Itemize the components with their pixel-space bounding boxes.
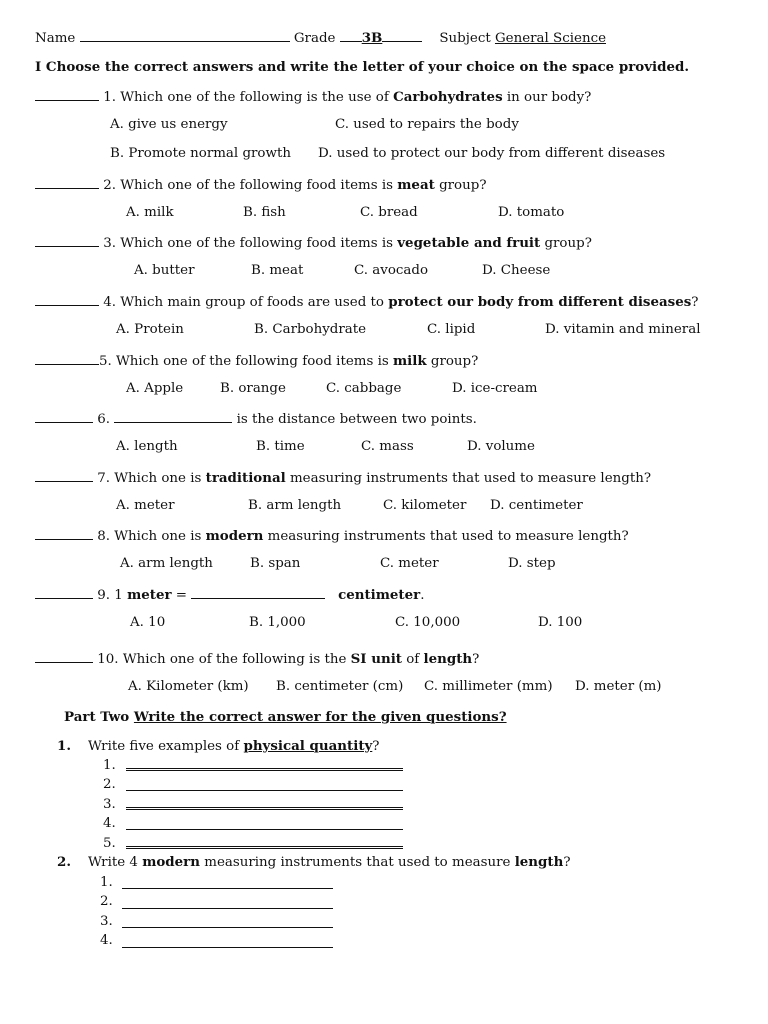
option: A. meter bbox=[116, 498, 175, 513]
question-9 bbox=[35, 586, 424, 604]
question-keyword: modern bbox=[205, 528, 264, 544]
question-4 bbox=[35, 293, 698, 311]
option: C. meter bbox=[380, 556, 439, 571]
question-text: . bbox=[420, 588, 425, 603]
answer-line[interactable] bbox=[122, 888, 333, 889]
question-text: group? bbox=[426, 354, 479, 369]
list-number: 3. bbox=[100, 914, 113, 929]
question-keyword: Carbohydrates bbox=[393, 89, 503, 105]
option: A. Apple bbox=[126, 381, 184, 396]
option: A. arm length bbox=[120, 556, 213, 571]
question-keyword: vegetable and fruit bbox=[397, 235, 541, 251]
question-text: 7. Which one is bbox=[97, 471, 206, 486]
answer-blank-2[interactable] bbox=[35, 176, 99, 189]
question-text: measuring instruments that used to measure length? bbox=[263, 529, 629, 544]
question-text: = bbox=[171, 588, 188, 603]
list-number: 2. bbox=[100, 894, 113, 909]
subject-label: Subject bbox=[439, 31, 491, 46]
subject-value: General Science bbox=[494, 31, 606, 46]
list-number: 2. bbox=[103, 777, 116, 792]
question-number: 2. bbox=[57, 854, 71, 870]
option: A. give us energy bbox=[110, 117, 228, 132]
list-number: 1. bbox=[100, 875, 113, 890]
option: B. fish bbox=[243, 205, 286, 220]
question-number: 1. bbox=[57, 738, 71, 754]
option: B. arm length bbox=[248, 498, 342, 513]
option: D. used to protect our body from different diseases bbox=[318, 146, 666, 161]
option: B. orange bbox=[220, 381, 286, 396]
option: C. kilometer bbox=[383, 498, 467, 513]
option: A. Protein bbox=[116, 322, 184, 337]
question-keyword: modern bbox=[142, 854, 200, 870]
question-text: is the distance between two points. bbox=[236, 412, 477, 427]
question-text: Write five examples of bbox=[88, 739, 244, 754]
question-text: 1. Which one of the following is the use of bbox=[103, 90, 394, 105]
question-keyword: physical quantity bbox=[243, 738, 373, 754]
name-label: Name bbox=[35, 31, 76, 46]
option: C. 10,000 bbox=[395, 615, 461, 630]
fill-in-blank[interactable] bbox=[191, 586, 325, 599]
answer-blank-6[interactable] bbox=[35, 410, 93, 423]
question-keyword: SI unit bbox=[350, 651, 402, 667]
question-text: 6. bbox=[97, 412, 111, 427]
question-text: 8. Which one is bbox=[97, 529, 206, 544]
option: D. vitamin and mineral bbox=[545, 322, 701, 337]
option: D. step bbox=[508, 556, 556, 571]
option: B. span bbox=[250, 556, 301, 571]
answer-line[interactable] bbox=[122, 927, 333, 928]
question-text: Write 4 bbox=[88, 855, 143, 870]
answer-line[interactable] bbox=[126, 846, 403, 849]
question-text: 2. Which one of the following food items is bbox=[103, 178, 398, 193]
answer-line[interactable] bbox=[122, 908, 333, 909]
answer-blank-8[interactable] bbox=[35, 527, 93, 540]
question-text: ? bbox=[472, 652, 480, 667]
question-3 bbox=[35, 234, 592, 252]
part-two-question-2 bbox=[57, 854, 571, 871]
question-keyword: length bbox=[514, 854, 564, 870]
question-text: group? bbox=[540, 236, 592, 251]
answer-blank-3[interactable] bbox=[35, 234, 99, 247]
option: A. butter bbox=[134, 263, 195, 278]
header-row bbox=[35, 29, 606, 47]
question-text: 9. 1 bbox=[97, 588, 128, 603]
option: B. meat bbox=[251, 263, 304, 278]
answer-line[interactable] bbox=[126, 790, 403, 791]
answer-line[interactable] bbox=[126, 807, 403, 810]
question-text: measuring instruments that used to measure length? bbox=[285, 471, 651, 486]
question-8 bbox=[35, 527, 629, 545]
option: D. meter (m) bbox=[575, 679, 662, 694]
question-text: 10. Which one of the following is the bbox=[97, 652, 351, 667]
question-7 bbox=[35, 469, 651, 487]
name-field[interactable] bbox=[80, 29, 290, 42]
part-two-label: Part Two bbox=[64, 709, 130, 725]
option: C. mass bbox=[361, 439, 414, 454]
option: B. centimeter (cm) bbox=[276, 679, 404, 694]
question-text: ? bbox=[372, 739, 380, 754]
option: D. tomato bbox=[498, 205, 565, 220]
answer-blank-1[interactable] bbox=[35, 88, 99, 101]
option: C. cabbage bbox=[326, 381, 402, 396]
option: B. 1,000 bbox=[249, 615, 306, 630]
option: B. Promote normal growth bbox=[110, 146, 291, 161]
answer-blank-9[interactable] bbox=[35, 586, 93, 599]
part-two-heading bbox=[64, 709, 507, 725]
part-one-instruction: I Choose the correct answers and write the letter of your choice on the space provided. bbox=[35, 59, 689, 75]
part-two-title: Write the correct answer for the given questions? bbox=[133, 709, 507, 725]
question-text: in our body? bbox=[502, 90, 592, 105]
question-text: of bbox=[401, 652, 424, 667]
part-two-question-1 bbox=[57, 738, 379, 755]
answer-blank-10[interactable] bbox=[35, 650, 93, 663]
question-keyword: milk bbox=[393, 353, 427, 369]
option: C. lipid bbox=[427, 322, 476, 337]
question-6 bbox=[35, 410, 477, 428]
question-2 bbox=[35, 176, 487, 194]
question-keyword: centimeter bbox=[338, 587, 421, 603]
option: A. Kilometer (km) bbox=[128, 679, 249, 694]
question-keyword: protect our body from different diseases bbox=[388, 294, 692, 310]
question-text: 3. Which one of the following food items is bbox=[103, 236, 398, 251]
grade-blank-left bbox=[340, 29, 362, 42]
list-number: 4. bbox=[100, 933, 113, 948]
grade-value: 3B bbox=[361, 30, 383, 46]
answer-line[interactable] bbox=[122, 947, 333, 948]
question-text: measuring instruments that used to measure bbox=[199, 855, 515, 870]
option: C. avocado bbox=[354, 263, 429, 278]
answer-line[interactable] bbox=[126, 768, 403, 771]
option: D. Cheese bbox=[482, 263, 551, 278]
option: D. centimeter bbox=[490, 498, 583, 513]
list-number: 1. bbox=[103, 758, 116, 773]
question-text: 5. Which one of the following food items is bbox=[99, 354, 393, 369]
list-number: 4. bbox=[103, 816, 116, 831]
question-keyword: length bbox=[423, 651, 473, 667]
grade-blank-right bbox=[382, 29, 422, 42]
grade-label: Grade bbox=[293, 31, 336, 46]
option: A. length bbox=[116, 439, 178, 454]
option: B. Carbohydrate bbox=[254, 322, 367, 337]
question-text: ? bbox=[691, 295, 699, 310]
answer-blank-7[interactable] bbox=[35, 469, 93, 482]
question-5 bbox=[35, 352, 478, 370]
option: C. used to repairs the body bbox=[335, 117, 519, 132]
question-1 bbox=[35, 88, 591, 106]
answer-line[interactable] bbox=[126, 829, 403, 830]
option: A. 10 bbox=[130, 615, 166, 630]
question-text: group? bbox=[434, 178, 487, 193]
list-number: 5. bbox=[103, 836, 116, 851]
option: C. bread bbox=[360, 205, 418, 220]
option: B. time bbox=[256, 439, 305, 454]
question-10 bbox=[35, 650, 479, 668]
question-keyword: meat bbox=[397, 177, 435, 193]
answer-blank-5[interactable] bbox=[35, 352, 99, 365]
question-keyword: traditional bbox=[205, 470, 286, 486]
answer-blank-4[interactable] bbox=[35, 293, 99, 306]
question-keyword: meter bbox=[127, 587, 172, 603]
option: D. ice-cream bbox=[452, 381, 538, 396]
question-text: ? bbox=[563, 855, 571, 870]
question-text: 4. Which main group of foods are used to bbox=[103, 295, 389, 310]
option: A. milk bbox=[126, 205, 174, 220]
option: D. volume bbox=[467, 439, 535, 454]
fill-in-blank[interactable] bbox=[114, 410, 232, 423]
list-number: 3. bbox=[103, 797, 116, 812]
option: D. 100 bbox=[538, 615, 583, 630]
option: C. millimeter (mm) bbox=[424, 679, 553, 694]
